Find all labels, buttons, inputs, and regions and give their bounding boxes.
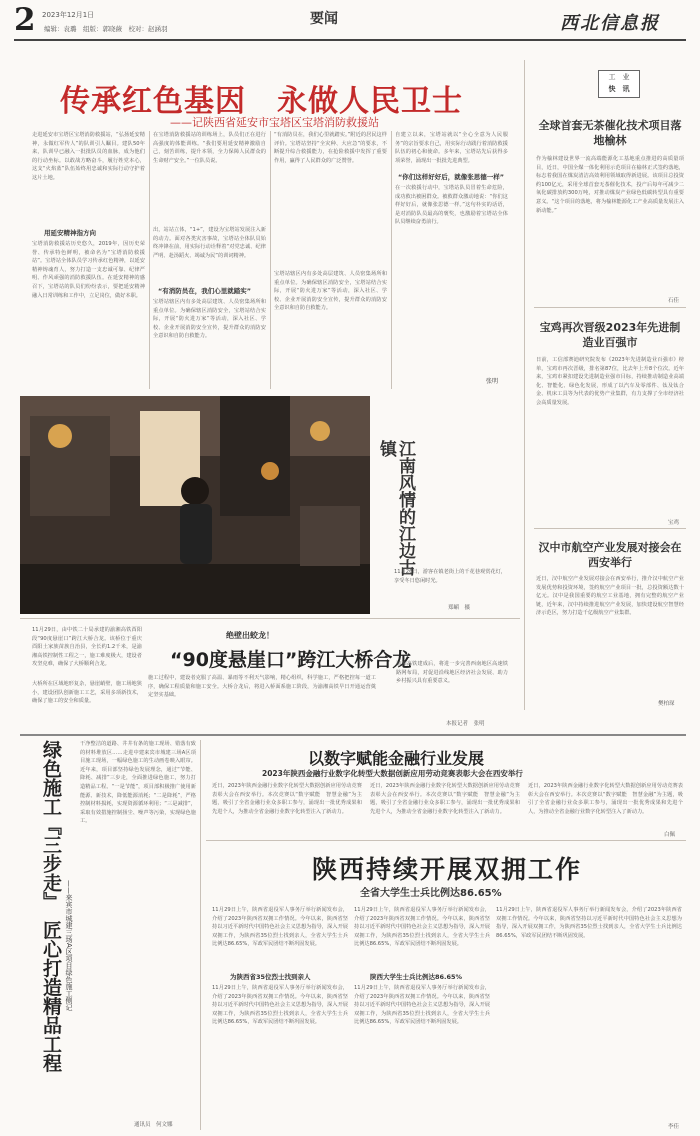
- section-divider: [206, 840, 686, 841]
- issue-date: 2023年12月1日: [42, 11, 95, 19]
- top-story-section-heading-1: 用延安精神指方向: [44, 229, 96, 237]
- top-story-credit: 张明: [486, 378, 499, 385]
- bottom-right-body-2e: 11月29日上午，陕西省退役军人事务厅举行新闻发布会，介绍了2023年陕西省双拥工作情况。今年以来，陕西省坚持以习近平新时代中国特色社会主义思想为指导，深入开展双拥工作，为陕西省35位烈士找到亲人，全省大学生士兵比例达86.65%，军政军民团结不断巩固发展。: [496, 907, 682, 939]
- bottom-left-vertical-title: 绿色施工『三步走』 匠心打造精品工程: [40, 740, 62, 1073]
- top-story-body-5: 宝塔站辖区内有多处高层建筑、人员密集场所和重点单位。为确保辖区消防安全，宝塔站结合实际，开展“防火进万家”等活动，深入社区、学校、企业开展消防安全宣传，提升群众的消防安全意识和自防自救能力。: [153, 299, 266, 340]
- bottom-right-body-1c: 近日，2023年陕西金融行业数字化转型大数据创新应用劳动竞赛表彰大会在西安举行。本次竞赛以“数字赋能 智慧金融”为主题，吸引了全省金融行业众多职工参与，涌现出一批优秀成果和先进个人，为推动全省金融行业数字化转型注入了新动力。: [528, 783, 683, 815]
- bottom-right-body-2d: 11月29日上午，陕西省退役军人事务厅举行新闻发布会，介绍了2023年陕西省双拥工作情况。今年以来，陕西省坚持以习近平新时代中国特色社会主义思想为指导，深入开展双拥工作，为陕西省35位烈士找到亲人，全省大学生士兵比例达86.65%，军政军民团结不断巩固发展。: [354, 985, 490, 1026]
- editor-credits: 编辑：袁璐 组版：郭晓薇 校对：赵涵羽: [44, 25, 168, 33]
- middle-story-body-right: 渝湘高铁建成后，将进一步完善西南地区高速铁路网布局，对促进沿线地区经济社会发展、助力乡村振兴具有重要意义。: [396, 661, 508, 685]
- bottom-right-body-1b: 近日，2023年陕西金融行业数字化转型大数据创新应用劳动竞赛表彰大会在西安举行。本次竞赛以“数字赋能 智慧金融”为主题，吸引了全省金融行业众多职工参与，涌现出一批优秀成果和先进个人，为推动全省金融行业数字化转型注入了新动力。: [370, 783, 520, 815]
- sidebar-rule: [524, 60, 525, 710]
- sidebar-story3-body: 近日，汉中航空产业发展对接会在西安举行，推介汉中航空产业发展优势和投资环境，签约航空产业项目一批，总投资额达数十亿元。汉中是我国重要的航空工业基地，拥有完整的航空产业链，近年来，汉中持续推进航空产业发展，加快建设航空智慧经济示范区，努力打造千亿级航空产业集群。: [536, 576, 684, 617]
- column-rule: [200, 740, 201, 1130]
- bottom-right-credit-1: 白佩: [664, 832, 676, 838]
- bottom-right-body-2b: 11月29日上午，陕西省退役军人事务厅举行新闻发布会，介绍了2023年陕西省双拥工作情况。今年以来，陕西省坚持以习近平新时代中国特色社会主义思想为指导，深入开展双拥工作，为陕西省35位烈士找到亲人，全省大学生士兵比例达86.65%，军政军民团结不断巩固发展。: [212, 985, 348, 1026]
- top-story-body-2: 宝塔消防救援站历史悠久，2019年，因历史荣誉、传承特色鲜明，被命名为“宝塔消防救援站”。宝塔站全体队员学习传承红色精神，以延安精神铸魂育人，努力打造一支忠诚可靠、纪律严明、作风顽强的消防救援队伍。在延安精神的感召下，宝塔站的队员们纷纷表示，要把延安精神融入日常训练和工作中，立足岗位，做好本职。: [32, 241, 145, 299]
- sidebar-divider: [534, 307, 686, 308]
- page-number: 2: [14, 2, 36, 38]
- middle-story-headline: “90度悬崖口”跨江大桥合龙: [170, 649, 412, 671]
- sidebar-tag-line-2: 快 讯: [608, 85, 630, 93]
- photo-caption: 11月26日，游客在镇老街上的千花巷观赏花灯，享受冬日悠闲时光。: [394, 569, 506, 584]
- bottom-right-section-heading-2: 陕西大学生士兵比例达86.65%: [370, 973, 463, 981]
- sidebar-story2-credit: 宝鸡: [668, 520, 680, 526]
- sidebar-story2-body: 日前，工信部赛迪研究院发布《2023年先进制造业百强市》榜单，宝鸡市再次晋级，排名第87位，比去年上升8个位次。近年来，宝鸡市紧扣建设先进制造业强市目标，持续推动制造业高端化、智能化、绿色化发展，形成了以汽车及零部件、钛及钛合金、机床工具等为代表的优势产业集群，有力支撑了全市经济社会高质量发展。: [536, 357, 684, 406]
- top-story-body-6: “有消防员在，我们心里就踏实。”附近的居民这样评价。宝塔站坚持“全灾种、大应急”的要求，不断提升综合救援能力，在抢险救援中发挥了重要作用，赢得了人民群众的广泛赞誉。: [274, 132, 387, 164]
- bottom-right-headline-2: 陕西持续开展双拥工作: [312, 855, 583, 884]
- section-divider: [20, 618, 520, 619]
- column-rule: [270, 131, 271, 389]
- top-story-body-8: 在一次救援行动中，宝塔站队员冒着生命危险，成功救出被困群众。被救群众激动地说：“你们这样好好后，就像张思德一样。”这句朴实的话语，是对消防队员最高的褒奖，也激励着宝塔站全体队员继续奋勇前行。: [395, 185, 508, 226]
- bottom-right-section-heading-1: 为陕西省35位烈士找到亲人: [230, 973, 311, 981]
- top-story-subhead: ——记陕西省延安市宝塔区宝塔消防救援站: [170, 116, 379, 129]
- sidebar-story1-body: 作为榆林建设世界一流高端能源化工基地重点推进的高质量项目，近日，中国全煤一体化利用示范项目在榆林正式签约落地，标志着我国在煤炭清洁高效利用领域取得新进展。该项目总投资约100亿元，采用全球首套无茶催化技术，投产后每年可减少二氧化碳排放约300万吨，对推动煤炭产业绿色低碳转型具有重要意义。“这个项目的落地，将为榆林能源化工产业高质量发展注入新动能。”: [536, 156, 684, 214]
- photo-illustration: [20, 396, 370, 614]
- middle-story-body-mid: 施工过程中，建设者克服了高温、暴雨等不利天气影响，精心组织，科学施工，严格把控每一道工序，确保工程质量和施工安全。大桥合龙后，将进入桥面系施工阶段，为渝湘高铁早日开通运营奠定坚实基础。: [148, 675, 376, 699]
- section-divider: [20, 734, 686, 736]
- masthead-divider: [14, 39, 686, 41]
- top-story-section-heading-3: “你们这样好好后，就像张思德一样”: [398, 173, 505, 181]
- sidebar-story1-title: 全球首套无茶催化技术项目落地榆林: [538, 119, 682, 147]
- middle-story-body-left: 11月29日，由中铁二十局承建的渝湘高铁酉阳段“90度悬崖口”跨江大桥合龙。该桥位于重庆酉阳土家族苗族自治县，全长约1.2千米，是渝湘高铁控制性工程之一，施工难度极大，建设者攻坚克难，确保了大桥顺利合龙。: [32, 627, 142, 668]
- sidebar-story2-title: 宝鸡再次晋级2023年先进制造业百强市: [539, 321, 681, 349]
- top-story-body-1: 走进延安市宝塔区宝塔消防救援站，“弘扬延安精神，永做红军传人”的队训引人瞩目。建队50年来，队训早已融入一批批队员的血脉，成为他们的行动坐标。以敢战方略奋斗，履行姓党本心，这支“火焰蓝”队伍始终用忠诚和实际行动守护着这片土地。: [32, 132, 145, 181]
- bottom-left-credit: 通讯员 何文娜: [134, 1122, 173, 1128]
- top-story-body-4: 出，站站立体，“1+”，建设为宝塔站发展注入新的动力。面对各类灾害事故，宝塔站全体队员始终冲锋在前，用实际行动诠释着“对党忠诚、纪律严明、赴汤蹈火、竭诚为民”的训词精神。: [153, 227, 266, 259]
- sidebar-divider: [534, 528, 686, 529]
- top-story-section-heading-2: “有消防员在，我们心里就踏实”: [158, 287, 252, 295]
- top-story-body-3: 在宝塔消防救援站的训练场上，队员们正在进行高强度的体能训练。“我们要用延安精神激励自己，刻苦训练，提升本领，全力保障人民群众的生命财产安全。”一位队员说。: [153, 132, 266, 164]
- top-story-body-6b: 宝塔站辖区内有多处高层建筑、人员密集场所和重点单位。为确保辖区消防安全，宝塔站结合实际，开展“防火进万家”等活动，深入社区、学校、企业开展消防安全宣传，提升群众的消防安全意识和自防自救能力。: [274, 271, 387, 312]
- newspaper-logo: 西北信息报: [560, 13, 660, 34]
- sidebar-tag: [598, 70, 640, 98]
- top-story-body-7: 自建立以来，宝塔站就以“全心全意为人民服务”的宗旨要求自己，用实际行动践行着消防救援队伍的初心和使命。多年来，宝塔站先后获得多项荣誉，涌现出一批批先进典型。: [395, 132, 508, 164]
- bottom-right-credit-2: 李佳: [668, 1124, 680, 1130]
- bottom-right-body-2a: 11月29日上午，陕西省退役军人事务厅举行新闻发布会，介绍了2023年陕西省双拥工作情况。今年以来，陕西省坚持以习近平新时代中国特色社会主义思想为指导，深入开展双拥工作，为陕西省35位烈士找到亲人，全省大学生士兵比例达86.65%，军政军民团结不断巩固发展。: [212, 907, 348, 948]
- sidebar-tag-line-1: 工 业: [608, 73, 630, 81]
- sidebar-story1-credit: 石佳: [668, 298, 680, 304]
- photo-credit: 郑嵋 摄: [448, 605, 471, 611]
- bottom-right-body-1a: 近日，2023年陕西金融行业数字化转型大数据创新应用劳动竞赛表彰大会在西安举行。本次竞赛以“数字赋能 智慧金融”为主题，吸引了全省金融行业众多职工参与，涌现出一批优秀成果和先进个人，为推动全省金融行业数字化转型注入了新动力。: [212, 783, 362, 815]
- photo-title: 江南风情的江边古镇: [376, 440, 415, 576]
- sidebar-story3-title: 汉中市航空产业发展对接会在西安举行: [538, 541, 682, 569]
- bottom-right-subhead-2: 全省大学生士兵比例达86.65%: [360, 888, 502, 899]
- middle-story-kicker: 绝壁出蛟龙！: [226, 631, 274, 640]
- bottom-left-vertical-subtitle: ——来宾市城建三场A区项目绿色施工侧记: [65, 880, 73, 1011]
- bottom-left-body: 干净整洁的道路、井井有条的施工现场、错落有致的材料堆放区……走进中建来宾市城建三场A区项目施工现场，一幅绿色施工的生动画卷映入眼帘。近年来，项目部坚持绿色发展理念，通过“节能、降耗、减排”三步走，全面推进绿色施工，努力打造精品工程。“一是节能”，项目部积极推广使用新能源、新技术，降低能源消耗；“二是降耗”，严格控制材料损耗，实现资源循环利用；“三是减排”，采取有效措施控制扬尘、噪声等污染，实现绿色施工。: [80, 741, 196, 825]
- middle-story-credit: 本报记者 张明: [446, 721, 485, 727]
- bottom-right-headline-1: 以数字赋能金融行业发展: [308, 749, 485, 768]
- news-photo: [20, 396, 370, 614]
- column-rule: [391, 131, 392, 389]
- sidebar-story3-credit: 樊柏琛: [658, 701, 675, 707]
- middle-story-body-left-2: 大桥所在区域地形复杂，悬崖峭壁，施工场地狭小，建设团队创新施工工艺，采用多项新技术，确保了施工的安全和质量。: [32, 681, 142, 705]
- top-story-headline: 传承红色基因 永做人民卫士: [60, 84, 463, 119]
- section-name: 要闻: [310, 11, 338, 27]
- bottom-right-subhead-1: 2023年陕西金融行业数字化转型大数据创新应用劳动竞赛表彰大会在西安举行: [262, 769, 523, 778]
- column-rule: [149, 131, 150, 389]
- bottom-right-body-2c: 11月29日上午，陕西省退役军人事务厅举行新闻发布会，介绍了2023年陕西省双拥工作情况。今年以来，陕西省坚持以习近平新时代中国特色社会主义思想为指导，深入开展双拥工作，为陕西省35位烈士找到亲人，全省大学生士兵比例达86.65%，军政军民团结不断巩固发展。: [354, 907, 490, 948]
